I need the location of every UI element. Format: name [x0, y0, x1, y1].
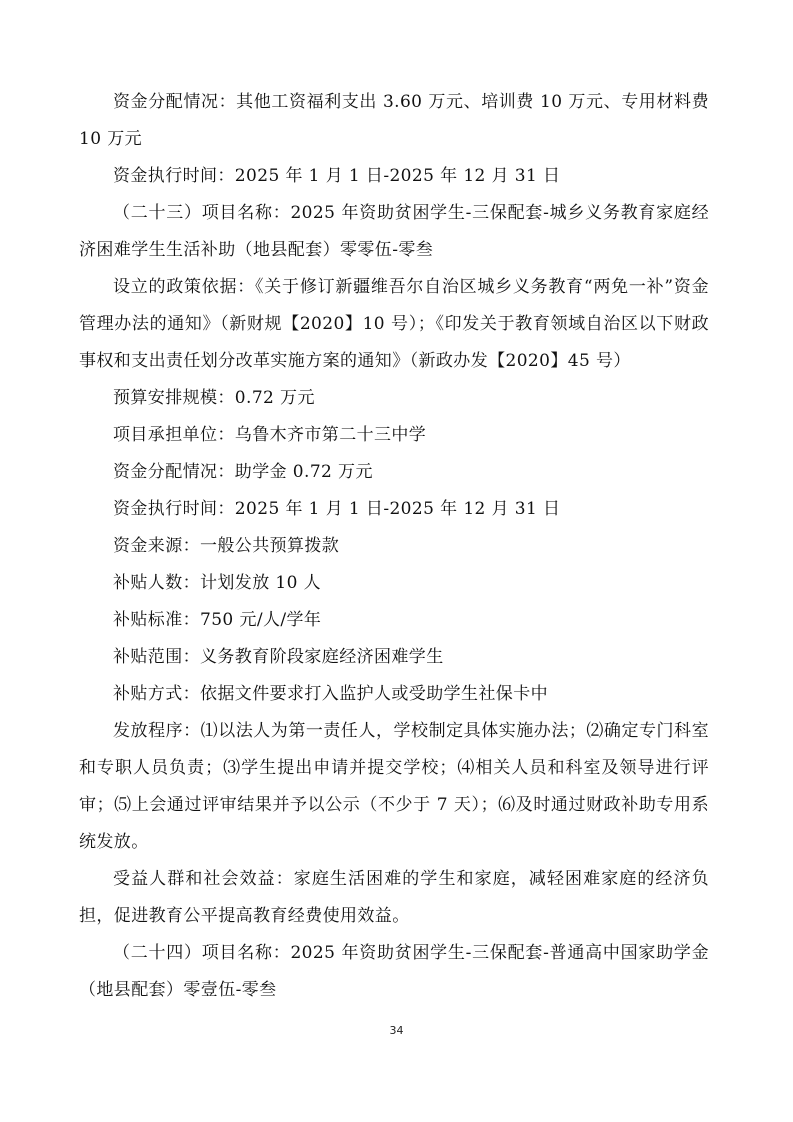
document-body — [79, 84, 709, 1009]
paragraph-subsidy-method: 补贴方式：依据文件要求打入监护人或受助学生社保卡中 — [113, 684, 548, 704]
paragraph-subsidy-standard: 补贴标准：750 元/人/学年 — [113, 610, 322, 630]
paragraph-beneficiaries: 受益人群和社会效益：家庭生活困难的学生和家庭，减轻困难家庭的经济负担，促进教育公平提高教育经费使用效益。 — [79, 869, 709, 926]
paragraph-execution-time-2: 资金执行时间：2025 年 1 月 1 日-2025 年 12 月 31 日 — [113, 499, 561, 519]
paragraph-fund-allocation-1: 资金分配情况：其他工资福利支出 3.60 万元、培训费 10 万元、专用材料费 10 万元 — [79, 92, 709, 149]
paragraph-subsidy-scope: 补贴范围：义务教育阶段家庭经济困难学生 — [113, 647, 444, 667]
paragraph-project-23-title: （二十三）项目名称：2025 年资助贫困学生-三保配套-城乡义务教育家庭经济困难学生生活补助（地县配套）零零伍-零叁 — [79, 203, 709, 260]
paragraph-responsible-unit: 项目承担单位：乌鲁木齐市第二十三中学 — [113, 425, 427, 445]
paragraph-distribution-procedure: 发放程序：⑴以法人为第一责任人，学校制定具体实施办法；⑵确定专门科室和专职人员负责；⑶学生提出申请并提交学校；⑷相关人员和科室及领导进行评审；⑸上会通过评审结果并予以公示（不少于 7 天）；⑹及时通过财政补助专用系统发放。 — [79, 721, 709, 852]
paragraph-fund-allocation-2: 资金分配情况：助学金 0.72 万元 — [113, 462, 373, 482]
paragraph-subsidy-count: 补贴人数：计划发放 10 人 — [113, 573, 322, 593]
page-number: 34 — [389, 1024, 404, 1037]
paragraph-execution-time-1: 资金执行时间：2025 年 1 月 1 日-2025 年 12 月 31 日 — [113, 166, 561, 186]
paragraph-budget-scale: 预算安排规模：0.72 万元 — [113, 388, 315, 408]
paragraph-project-24-title: （二十四）项目名称：2025 年资助贫困学生-三保配套-普通高中国家助学金（地县配套）零壹伍-零叁 — [79, 943, 709, 1000]
paragraph-policy-basis: 设立的政策依据：《关于修订新疆维吾尔自治区城乡义务教育“两免一补”资金管理办法的通知》（新财规【2020】10 号）；《印发关于教育领域自治区以下财政事权和支出责任划分改革实施方案的通知》（新政办发【2020】45 号） — [79, 277, 709, 371]
paragraph-fund-source: 资金来源：一般公共预算拨款 — [113, 536, 340, 556]
